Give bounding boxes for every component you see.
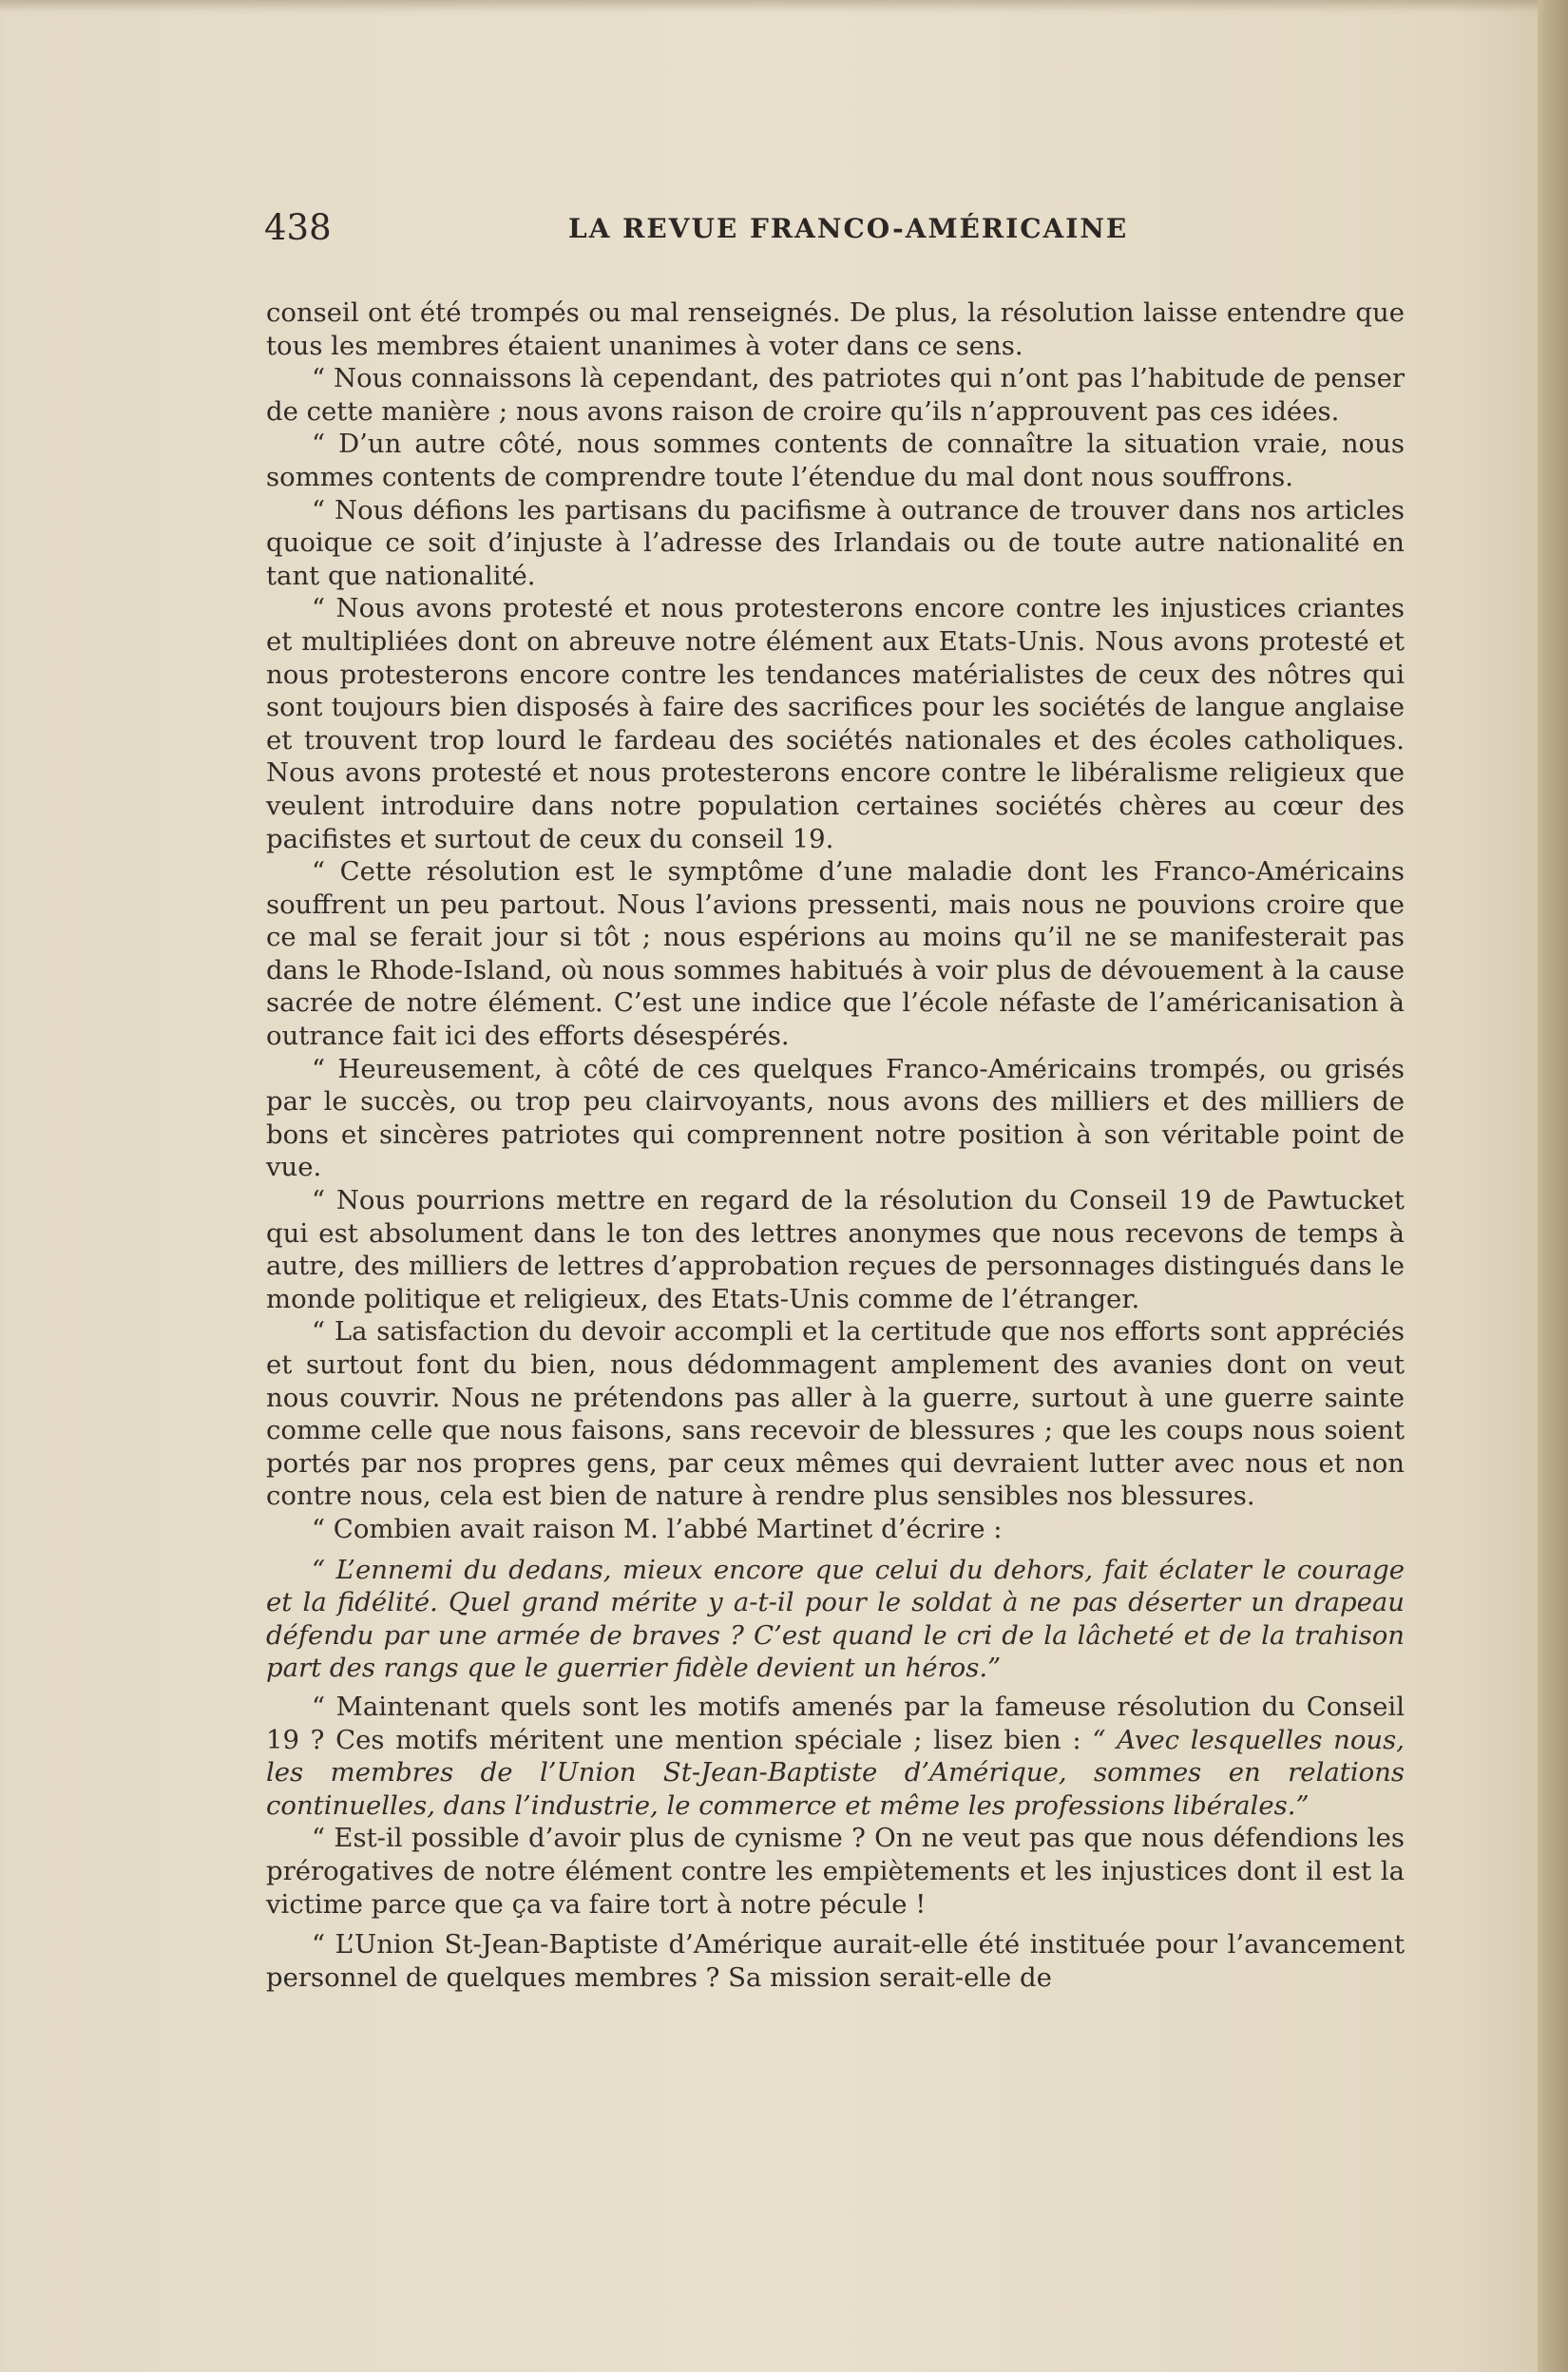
motifs-quote: “ Avec lesquelles nous, les membres de l’Union St-Jean-Baptiste d’Amérique, sommes en relations continuelles, dans l’industrie, le commerce et même les professions libérales.” — [266, 1724, 1405, 1821]
page-header — [264, 207, 1405, 260]
paragraph-4: “ Nous défions les partisans du pacifisme à outrance de trouver dans nos articles quoique ce soit d’injuste à l’adresse des Irlandais ou de toute autre nationalité en tant que nationalité. — [266, 494, 1405, 591]
paragraph-motifs — [266, 1691, 1405, 1822]
paragraph-union: “ L’Union St-Jean-Baptiste d’Amérique aurait-elle été instituée pour l’avancement personnel de quelques membres ? Sa mission serait-elle de — [266, 1929, 1405, 1993]
paragraph-cynisme: “ Est-il possible d’avoir plus de cynisme ? On ne veut pas que nous défendions les prérogatives de notre élément contre les empiètements et les injustices dont il est la victime parce que ça va faire tort à notre pécule ! — [266, 1823, 1405, 1920]
motifs-intro: “ Maintenant quels sont les motifs amenés par la fameuse résolution du Conseil 19 ? Ces motifs méritent une mention spéciale ; lisez bien : — [266, 1691, 1405, 1755]
body-text — [266, 296, 1405, 1994]
page-edge — [1538, 0, 1568, 2372]
paragraph-6: “ Cette résolution est le symptôme d’une maladie dont les Franco-Américains souffrent un peu partout. Nous l’avions pressenti, mais nous ne pouvions croire que ce mal se ferait jour si tôt ; nous espérions au moins qu’il ne se manifesterait pas dans le Rhode-Island, où nous sommes habitués à voir plus de dévouement à la cause sacrée de notre élément. C’est une indice que l’école néfaste de l’américanisation à outrance fait ici des efforts désespérés. — [266, 856, 1405, 1052]
paragraph-10: “ Combien avait raison M. l’abbé Martinet d’écrire : — [312, 1513, 1003, 1544]
paragraph-8: “ Nous pourrions mettre en regard de la résolution du Conseil 19 de Pawtucket qui est absolument dans le ton des lettres anonymes que nous recevons de temps à autre, des milliers de lettres d’approbation reçues de personnages distingués dans le monde politique et religieux, des Etats-Unis comme de l’étranger. — [266, 1185, 1405, 1314]
martinet-quote: “ L’ennemi du dedans, mieux encore que celui du dehors, fait éclater le courage et la fidélité. Quel grand mérite y a-t-il pour le soldat à ne pas déserter un drapeau défendu par une armée de braves ? C’est quand le cri de la lâcheté et de la trahison part des rangs que le guerrier fidèle devient un héros.” — [266, 1554, 1405, 1684]
running-title: LA REVUE FRANCO-AMÉRICAINE — [568, 213, 1129, 244]
paragraph-1: conseil ont été trompés ou mal renseignés. De plus, la résolution laisse entendre que tous les membres étaient unanimes à voter dans ce sens. — [266, 297, 1405, 361]
page-number: 438 — [264, 207, 332, 248]
paragraph-9: “ La satisfaction du devoir accompli et la certitude que nos efforts sont appréciés et surtout font du bien, nous dédommagent amplement des avanies dont on veut nous couvrir. Nous ne prétendons pas aller à la guerre, surtout à une guerre sainte comme celle que nous faisons, sans recevoir de blessures ; que les coups nous soient portés par nos propres gens, par ceux mêmes qui devraient lutter avec nous et non contre nous, cela est bien de nature à rendre plus sensibles nos blessures. — [266, 1316, 1405, 1512]
paragraph-2: “ Nous connaissons là cependant, des patriotes qui n’ont pas l’habitude de penser de cette manière ; nous avons raison de croire qu’ils n’approuvent pas ces idées. — [266, 363, 1405, 427]
paragraph-5: “ Nous avons protesté et nous protesterons encore contre les injustices criantes et multipliées dont on abreuve notre élément aux Etats-Unis. Nous avons protesté et nous protesterons encore contre les tendances matérialistes de ceux des nôtres qui sont toujours bien disposés à faire des sacrifices pour les sociétés de langue anglaise et trouvent trop lourd le fardeau des sociétés nationales et des écoles catholiques. Nous avons protesté et nous protesterons encore contre le libéralisme religieux que veulent introduire dans notre population certaines sociétés chères au cœur des pacifistes et surtout de ceux du conseil 19. — [266, 593, 1405, 854]
paragraph-7: “ Heureusement, à côté de ces quelques Franco-Américains trompés, ou grisés par le succès, ou trop peu clairvoyants, nous avons des milliers et des milliers de bons et sincères patriotes qui comprennent notre position à son véritable point de vue. — [266, 1053, 1405, 1183]
paragraph-3: “ D’un autre côté, nous sommes contents de connaître la situation vraie, nous sommes contents de comprendre toute l’étendue du mal dont nous souffrons. — [266, 429, 1405, 492]
